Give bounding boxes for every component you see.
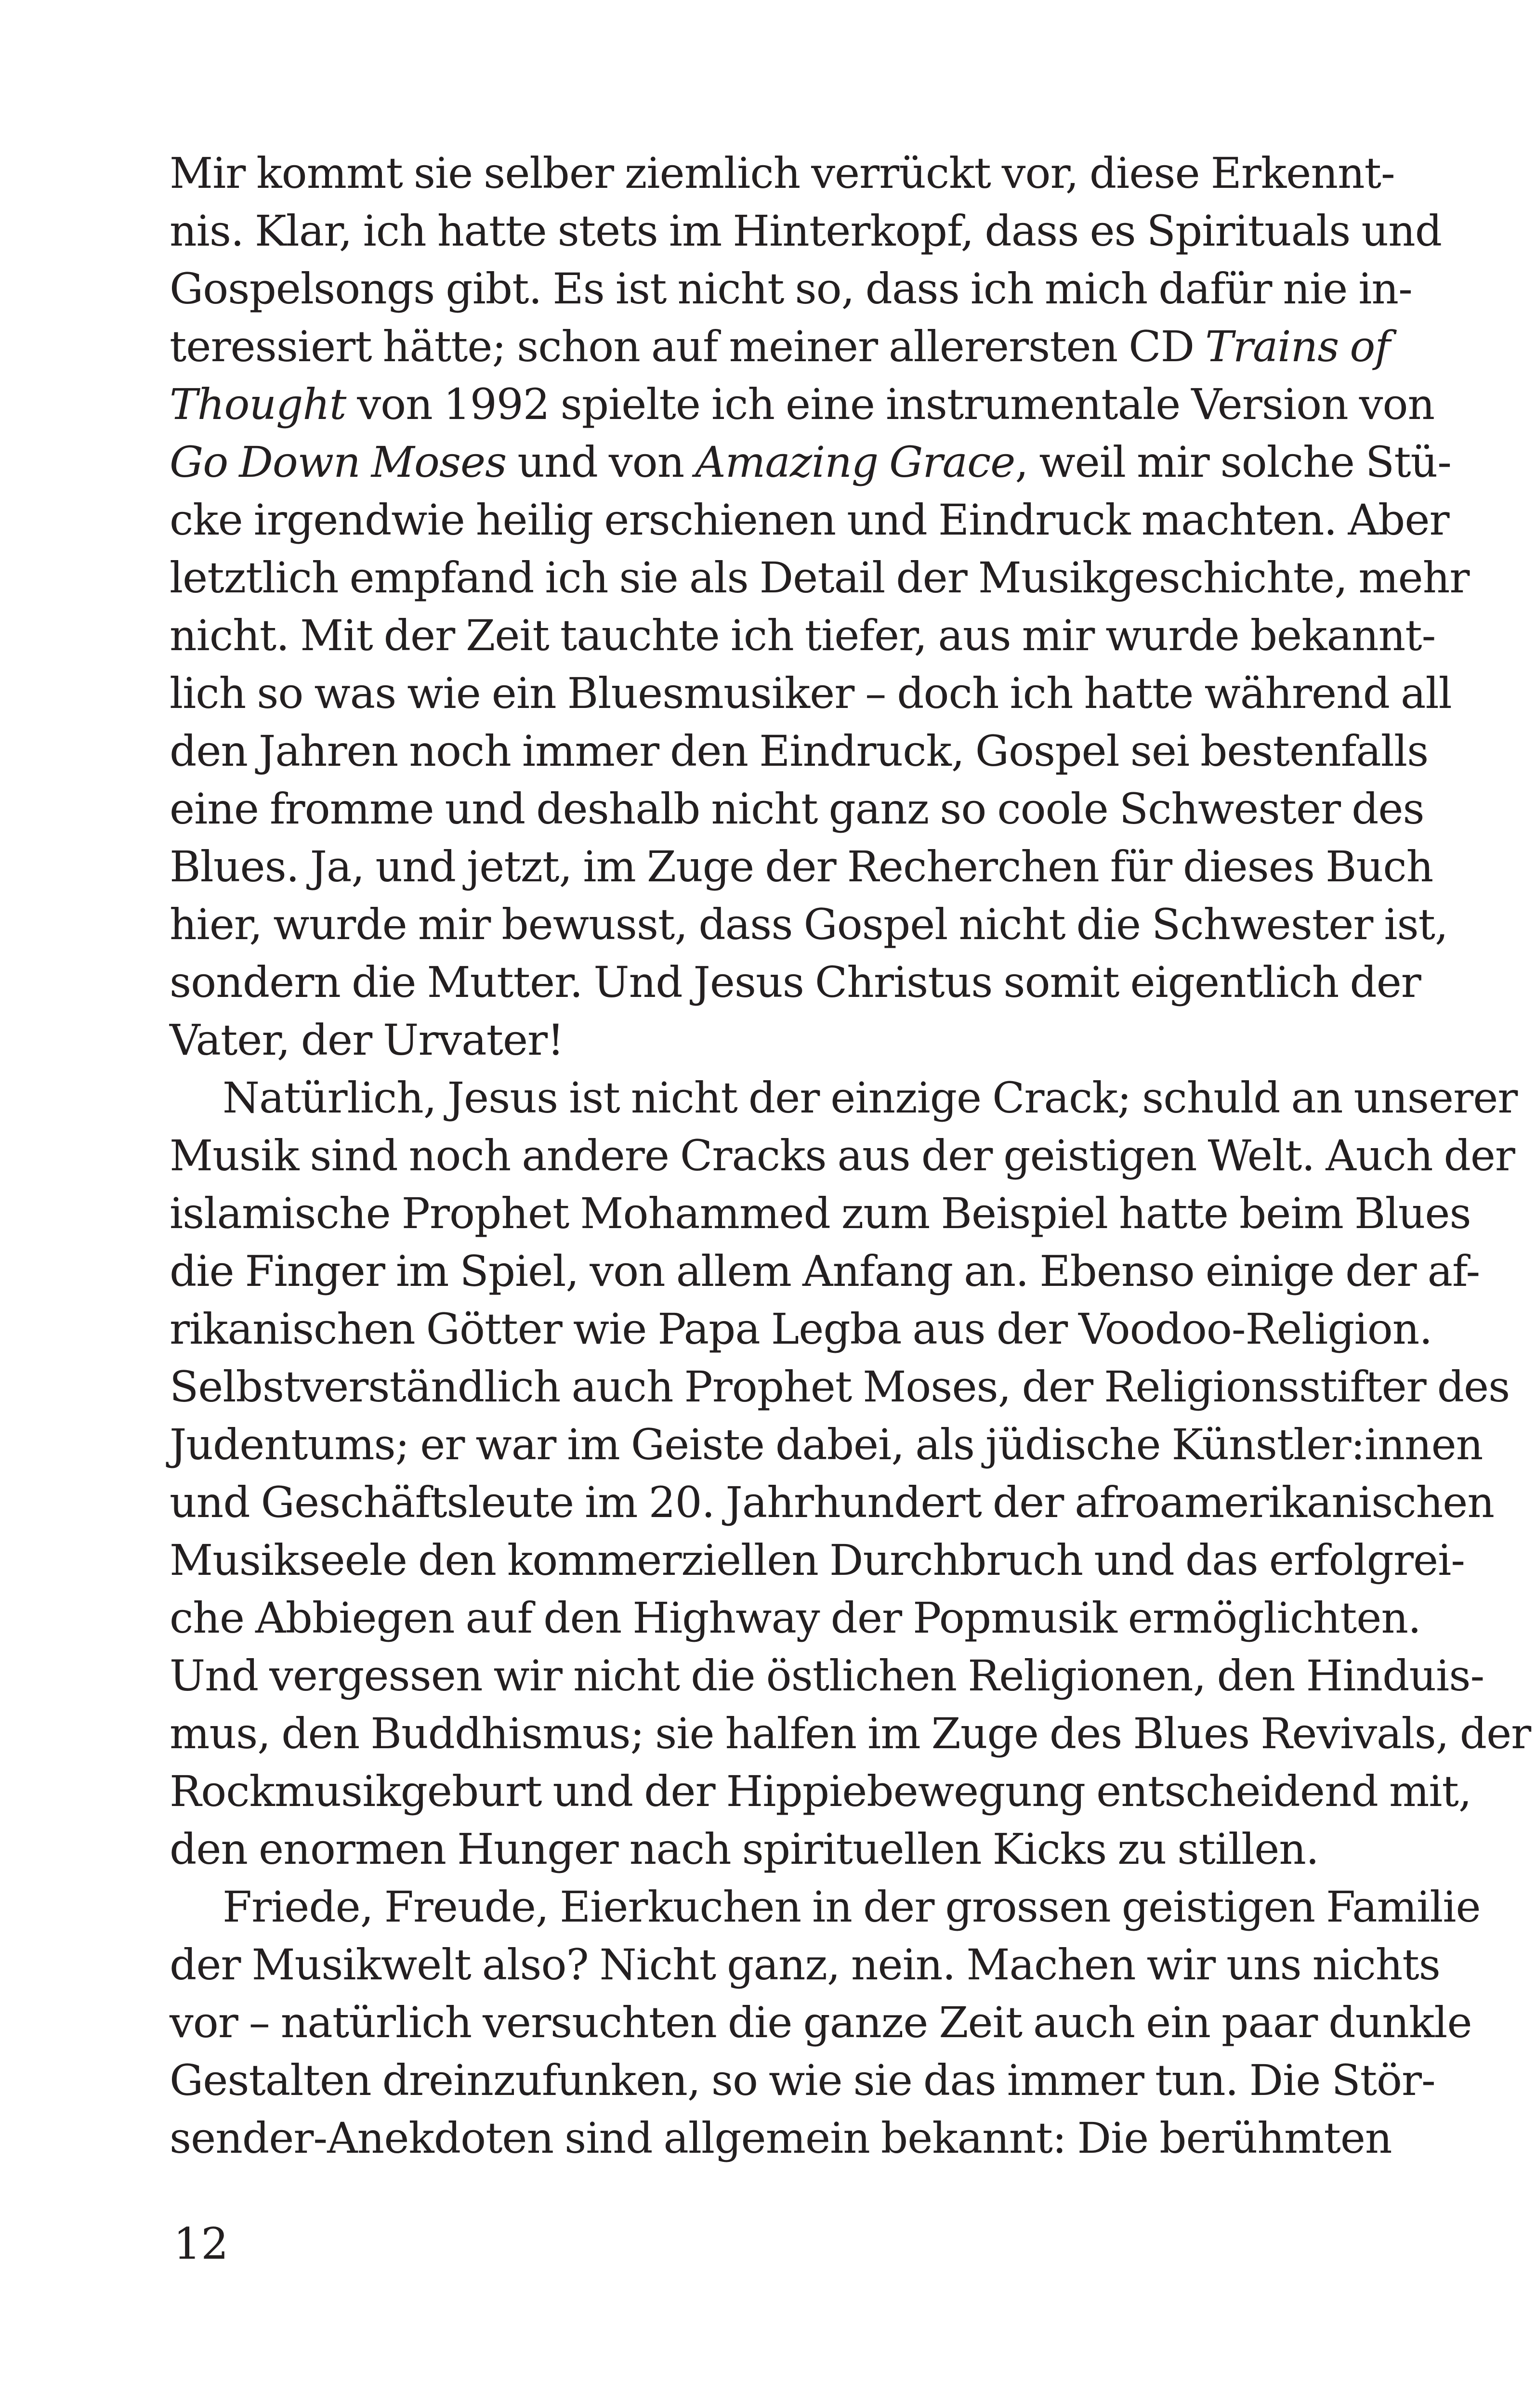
- text-line: den enormen Hunger nach spirituellen Kicks zu stillen.: [170, 1824, 1319, 1874]
- text-line: Und vergessen wir nicht die östlichen Religionen, den Hinduis-: [170, 1651, 1484, 1701]
- text-line: che Abbiegen auf den Highway der Popmusik ermöglichten.: [170, 1593, 1421, 1643]
- text-line: der Musikwelt also? Nicht ganz, nein. Machen wir uns nichts: [170, 1940, 1440, 1989]
- text-line: Gestalten dreinzufunken, so wie sie das immer tun. Die Stör-: [170, 2055, 1435, 2105]
- book-page-body: [170, 144, 1531, 2167]
- text-line: islamische Prophet Mohammed zum Beispiel hatte beim Blues: [170, 1189, 1471, 1238]
- text-line: Musik sind noch andere Cracks aus der geistigen Welt. Auch der: [170, 1131, 1515, 1180]
- paragraph-1: [170, 144, 1470, 1069]
- text-line: sondern die Mutter. Und Jesus Christus somit eigentlich der: [170, 957, 1421, 1007]
- text-line: Musikseele den kommerziellen Durchbruch und das erfolgrei-: [170, 1535, 1465, 1585]
- text-line: die Finger im Spiel, von allem Anfang an. Ebenso einige der af-: [170, 1246, 1480, 1296]
- page-number: 12: [173, 2219, 229, 2269]
- text-line: teressiert hätte; schon auf meiner allerersten CD Trains of: [170, 322, 1390, 371]
- text-line: rikanischen Götter wie Papa Legba aus der Voodoo-Religion.: [170, 1304, 1432, 1354]
- paragraph-2: [170, 1069, 1531, 1878]
- text-line: Judentums; er war im Geiste dabei, als jüdische Künstler:innen: [170, 1420, 1483, 1469]
- text-line: sender-Anekdoten sind allgemein bekannt: Die berühmten: [170, 2113, 1392, 2163]
- text-line: Vater, der Urvater!: [170, 1015, 564, 1065]
- text-line: Go Down Moses und von Amazing Grace, weil mir solche Stü-: [170, 437, 1451, 487]
- text-line: Selbstverständlich auch Prophet Moses, der Religionsstifter des: [170, 1362, 1510, 1412]
- italic-title: Thought: [170, 380, 346, 429]
- text-line: hier, wurde mir bewusst, dass Gospel nicht die Schwester ist,: [170, 900, 1448, 949]
- text-line: Thought von 1992 spielte ich eine instrumentale Version von: [170, 380, 1435, 429]
- text-line: letztlich empfand ich sie als Detail der Musikgeschichte, mehr: [170, 553, 1470, 602]
- text-line: nis. Klar, ich hatte stets im Hinterkopf, dass es Spirituals und: [170, 206, 1442, 256]
- text-line: mus, den Buddhismus; sie halfen im Zuge des Blues Revivals, der: [170, 1709, 1531, 1758]
- text-line: Friede, Freude, Eierkuchen in der grossen geistigen Familie: [223, 1882, 1481, 1932]
- italic-title: Trains of: [1205, 322, 1390, 371]
- text-line: den Jahren noch immer den Eindruck, Gospel sei bestenfalls: [170, 726, 1429, 776]
- text-line: nicht. Mit der Zeit tauchte ich tiefer, aus mir wurde bekannt-: [170, 611, 1436, 660]
- text-line: und Geschäftsleute im 20. Jahrhundert der afroamerikanischen: [170, 1478, 1495, 1527]
- text-line: vor – natürlich versuchten die ganze Zeit auch ein paar dunkle: [170, 1998, 1472, 2047]
- text-line: lich so was wie ein Bluesmusiker – doch ich hatte während all: [170, 668, 1452, 718]
- italic-title: Amazing Grace: [695, 437, 1015, 487]
- text-line: Gospelsongs gibt. Es ist nicht so, dass ich mich dafür nie in-: [170, 264, 1412, 314]
- text-line: Rockmusikgeburt und der Hippiebewegung entscheidend mit,: [170, 1767, 1471, 1816]
- paragraph-3: [170, 1878, 1481, 2167]
- text-line: Mir kommt sie selber ziemlich verrückt vor, diese Erkennt-: [170, 148, 1395, 198]
- text-line: eine fromme und deshalb nicht ganz so coole Schwester des: [170, 784, 1424, 834]
- text-line: cke irgendwie heilig erschienen und Eindruck machten. Aber: [170, 495, 1449, 545]
- text-line: Natürlich, Jesus ist nicht der einzige Crack; schuld an unserer: [223, 1073, 1518, 1123]
- italic-title: Go Down Moses: [170, 437, 507, 487]
- text-line: Blues. Ja, und jetzt, im Zuge der Recherchen für dieses Buch: [170, 842, 1433, 891]
